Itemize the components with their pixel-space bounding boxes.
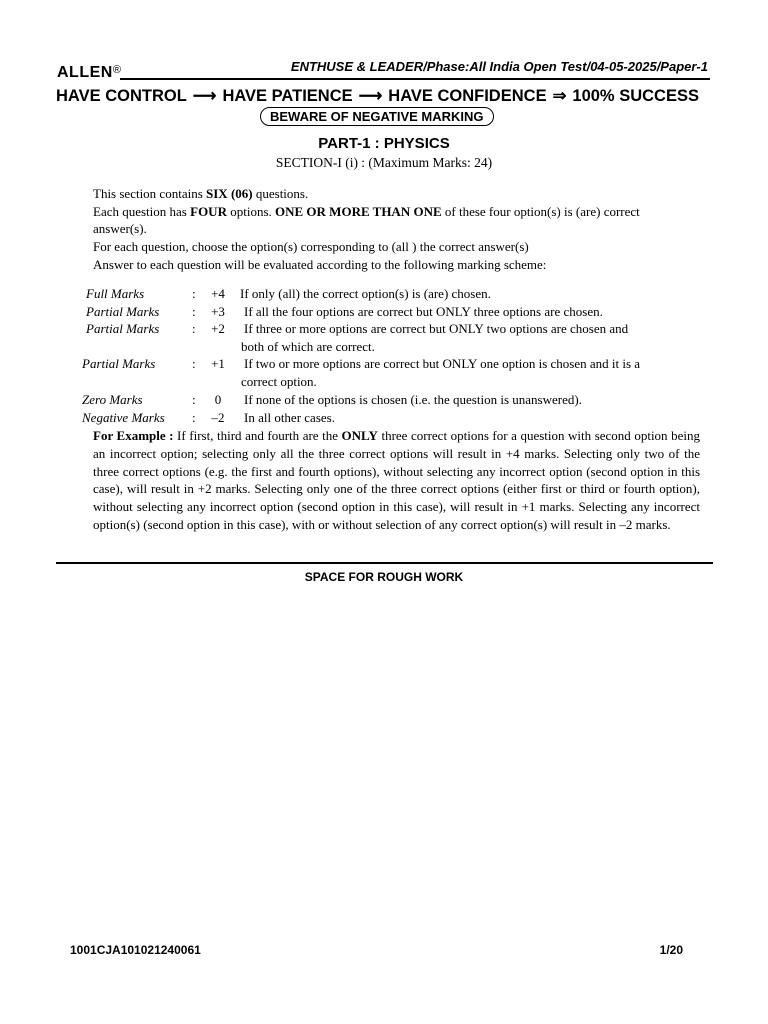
section-rule: [56, 562, 713, 564]
instruction-line: Answer to each question will be evaluated according to the following marking scheme:: [93, 257, 547, 272]
mark-colon: :: [192, 392, 196, 407]
mark-value: –2: [211, 410, 225, 425]
page-number: 1/20: [659, 943, 683, 957]
rough-work-heading: SPACE FOR ROUGH WORK: [304, 570, 464, 584]
mark-value: +4: [211, 286, 225, 301]
motto-part-1: HAVE CONTROL: [56, 86, 187, 105]
logo-text: ALLEN: [57, 64, 113, 81]
mark-description: If only (all) the correct option(s) is (are) chosen.: [240, 286, 491, 301]
mark-label: Zero Marks: [82, 392, 143, 407]
section-title: SECTION-I (i) : (Maximum Marks: 24): [275, 155, 493, 170]
paper-code: 1001CJA101021240061: [70, 943, 201, 957]
long-arrow-icon: ⟶: [358, 87, 383, 105]
mark-label: Partial Marks: [82, 356, 156, 371]
motto-part-3: HAVE CONFIDENCE: [388, 86, 547, 105]
example-label: For Example :: [93, 428, 174, 443]
double-arrow-icon: ⇒: [552, 87, 567, 105]
mark-colon: :: [192, 304, 196, 319]
mark-colon: :: [192, 286, 196, 301]
mark-description: In all other cases.: [244, 410, 335, 425]
mark-label: Partial Marks: [86, 321, 160, 336]
negative-marking-warning: BEWARE OF NEGATIVE MARKING: [260, 107, 494, 126]
part-title: PART-1 : PHYSICS: [318, 135, 450, 152]
mark-description-continued: both of which are correct.: [241, 339, 375, 354]
mark-description: If none of the options is chosen (i.e. the question is unanswered).: [244, 392, 582, 407]
mark-label: Partial Marks: [86, 304, 160, 319]
example-paragraph: For Example : If first, third and fourth are the ONLY three correct options for a question with second option being an incorrect option; selecting only all the three correct options will result in +4 marks. Selecting only two of the three correct options (e.g. the first and fourth options), without selecting any incorrect option (second option in this case), will result in +2 marks. Selecting only one of the three correct options (either first or third or fourth option), without selecting any incorrect option (second option in this case), will result in +1 marks. Selecting any incorrect option(s) (second option in this case), with or without selection of any correct option(s) will result in –2 marks.: [93, 428, 700, 532]
mark-label: Full Marks: [86, 286, 145, 301]
instruction-line: This section contains SIX (06) questions.: [93, 186, 309, 201]
long-arrow-icon: ⟶: [192, 87, 217, 105]
motto-banner: [56, 86, 712, 106]
instruction-line: Each question has FOUR options. ONE OR MORE THAN ONE of these four option(s) is (are) correct: [93, 204, 640, 219]
mark-value: +2: [211, 321, 225, 336]
instruction-line: For each question, choose the option(s) corresponding to (all ) the correct answer(s): [93, 239, 529, 254]
motto-part-2: HAVE PATIENCE: [222, 86, 353, 105]
mark-colon: :: [192, 356, 196, 371]
allen-logo: [57, 64, 121, 82]
mark-description-continued: correct option.: [241, 374, 317, 389]
mark-value: +3: [211, 304, 225, 319]
mark-description: If two or more options are correct but ONLY one option is chosen and it is a: [244, 356, 641, 371]
instruction-line: answer(s).: [93, 221, 147, 236]
motto-part-4: 100% SUCCESS: [572, 86, 699, 105]
mark-description: If all the four options are correct but ONLY three options are chosen.: [244, 304, 603, 319]
mark-label: Negative Marks: [82, 410, 165, 425]
mark-description: If three or more options are correct but ONLY two options are chosen and: [244, 321, 629, 336]
mark-value: 0: [214, 392, 222, 407]
registered-mark: ®: [112, 64, 122, 76]
paper-reference: ENTHUSE & LEADER/Phase:All India Open Test/04-05-2025/Paper-1: [290, 59, 708, 74]
header-rule: [120, 78, 710, 80]
mark-value: +1: [211, 356, 225, 371]
mark-colon: :: [192, 410, 196, 425]
mark-colon: :: [192, 321, 196, 336]
